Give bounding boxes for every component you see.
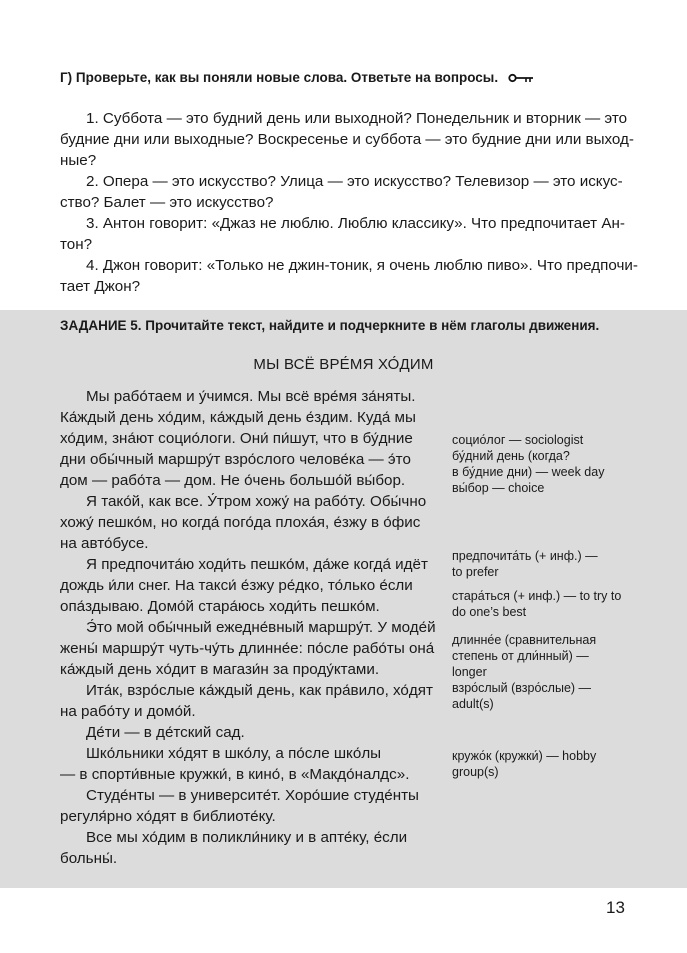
glossary-line: вы́бор — choice (452, 481, 545, 495)
text-line: Э́то мой обы́чный ежедне́вный маршру́т. У моде́й (86, 619, 436, 636)
glossary-entry (452, 632, 672, 712)
question-line: 3. Антон говорит: «Джаз не люблю. Люблю классику». Что предпочитает Ан- (86, 215, 625, 232)
question-line: 4. Джон говорит: «Только не джин-тоник, я очень люблю пиво». Что предпочи- (86, 257, 638, 274)
reading-title: МЫ ВСЁ ВРЕ́МЯ ХО́ДИМ (253, 356, 434, 373)
glossary-entry (452, 548, 672, 580)
task-g-heading (60, 70, 660, 86)
task-g-questions (60, 108, 638, 297)
glossary-line: group(s) (452, 765, 499, 779)
text-line: дом — рабо́та — дом. Не о́чень большо́й вы́бор. (60, 472, 406, 489)
text-line: Я тако́й, как все. У́тром хожу́ на рабо́ту. Обы́чно (86, 493, 427, 510)
text-line: Де́ти — в де́тский сад. (86, 724, 245, 741)
text-line: хожу́ пешко́м, но когда́ пого́да плоха́я, е́зжу в о́фис (60, 514, 421, 531)
text-line: дни обы́чный маршру́т взро́слого челове́ка — э́то (60, 451, 411, 468)
text-line: жены́ маршру́т чуть-чу́ть длинне́е: по́сле рабо́ты она́ (60, 640, 435, 657)
text-line: Мы рабо́таем и у́чимся. Мы всё вре́мя за́няты. (86, 388, 416, 405)
question-line: тон? (60, 236, 93, 253)
text-line: опа́здываю. Домо́й стара́юсь ходи́ть пешко́м. (60, 598, 380, 615)
text-line: Ита́к, взро́слые ка́ждый день, как пра́вило, хо́дят (86, 682, 433, 699)
glossary-entry (452, 748, 672, 780)
text-line: — в спорти́вные кружки́, в кино́, в «Макдо́налдс». (60, 766, 410, 783)
glossary-entry (452, 588, 672, 620)
text-line: Шко́льники хо́дят в шко́лу, а по́сле шко́лы (86, 745, 382, 762)
text-line: Студе́нты — в университе́т. Хоро́шие студе́нты (86, 787, 419, 804)
glossary-line: в бу́дние дни) — week day (452, 465, 605, 479)
text-line: на авто́бусе. (60, 535, 149, 552)
glossary-line: длинне́е (сравнительная (452, 633, 597, 647)
question-line: ные? (60, 152, 97, 169)
glossary-line: взро́слый (взро́слые) — (452, 681, 592, 695)
glossary-line: adult(s) (452, 697, 494, 711)
text-line: больны́. (60, 850, 118, 867)
question-line: 2. Опера — это искусство? Улица — это искусство? Телевизор — это искус- (86, 173, 623, 190)
text-line: дождь и́ли снег. На такси́ е́зжу ре́дко, то́лько е́сли (60, 577, 413, 594)
reading-text (60, 386, 450, 869)
glossary-line: степень от дли́нный) — (452, 649, 589, 663)
text-line: Все мы хо́дим в поликли́нику и в апте́ку, е́сли (86, 829, 408, 846)
glossary-line: стара́ться (+ инф.) — to try to (452, 589, 622, 603)
page-number: 13 (606, 898, 625, 917)
task-g-heading-text: Г) Проверьте, как вы поняли новые слова. Ответьте на вопросы. (60, 70, 499, 85)
text-line: хо́дим, зна́ют социо́логи. Они́ пи́шут, что в бу́дние (60, 430, 413, 447)
glossary-line: кружо́к (кружки́) — hobby (452, 749, 597, 763)
question-line: будние дни или выходные? Воскресенье и суббота — это будние дни или выход- (60, 131, 634, 148)
text-line: ка́ждый день хо́дит в магази́н за проду́ктами. (60, 661, 380, 678)
question-line: 1. Суббота — это будний день или выходной? Понедельник и вторник — это (86, 110, 628, 127)
text-line: регуля́рно хо́дят в библиоте́ку. (60, 808, 276, 825)
text-line: Ка́ждый день хо́дим, ка́ждый день е́здим. Куда́ мы (60, 409, 416, 426)
task5-heading: ЗАДАНИЕ 5. Прочитайте текст, найдите и подчеркните в нём глаголы движения. (60, 318, 600, 333)
key-icon (508, 71, 534, 86)
glossary-line: социо́лог — sociologist (452, 433, 584, 447)
glossary-line: longer (452, 665, 487, 679)
text-line: Я предпочита́ю ходи́ть пешко́м, да́же когда́ идёт (86, 556, 428, 573)
glossary-line: do one’s best (452, 605, 527, 619)
glossary-line: бу́дний день (когда? (452, 449, 570, 463)
text-line: на рабо́ту и домо́й. (60, 703, 196, 720)
glossary-line: to prefer (452, 565, 499, 579)
question-line: тает Джон? (60, 278, 141, 295)
glossary-entry (452, 432, 672, 496)
glossary-line: предпочита́ть (+ инф.) — (452, 549, 598, 563)
question-line: ство? Балет — это искусство? (60, 194, 274, 211)
